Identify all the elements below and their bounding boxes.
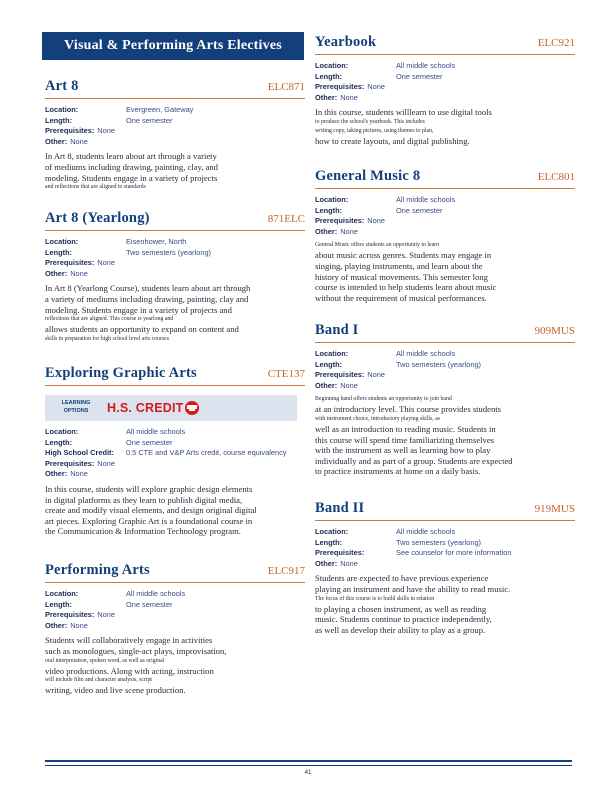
learning-options-banner — [45, 395, 297, 421]
course-title: Exploring Graphic Arts — [45, 365, 197, 381]
course-title: Art 8 (Yearlong) — [45, 210, 150, 226]
course-description: General Music offers students an opportunity to learn about music across genres. Students may engage in singing, playing instruments, and learn about the history of musical movements. This semester long course is intended to help students learn about music without the requirement of musical performances. — [315, 242, 497, 303]
course-code: CTE137 — [267, 368, 305, 380]
course-description: Students will collaboratively engage in activities such as monologues, single-act plays, improvisation, oral interpretation, spoken word, as well as original video productions. Along with acting, instruction will include film and character analysis, script writing, video and live scene production. — [45, 635, 227, 696]
course-meta: Location: All middle schools Length: One semester Prerequisites: None Other: None — [315, 195, 456, 236]
course-exploring-graphic-arts — [45, 365, 305, 537]
course-art-8-yearlong — [45, 210, 305, 344]
course-meta: Location: All middle schools Length: One semester High School Credit: 0.5 CTE and V&P Arts credit, course equivalency Prerequisites: None Other: None — [45, 427, 287, 479]
course-title: Band I — [315, 322, 359, 338]
course-meta: Location: Evergreen, Gateway Length: One semester Prerequisites: None Other: None — [45, 105, 194, 146]
course-band-2 — [315, 500, 575, 635]
course-band-1 — [315, 322, 575, 477]
course-title: Yearbook — [315, 34, 377, 50]
course-yearbook — [315, 34, 575, 147]
course-code: 871ELC — [267, 213, 305, 225]
graduation-cap-icon — [185, 401, 199, 415]
course-meta: Location: All middle schools Length: Two semesters (yearlong) Prerequisites: See counselor for more information Other: None — [315, 527, 512, 568]
course-description: In Art 8 (Yearlong Course), students learn about art through a variety of mediums including drawing, painting, clay and modeling. Students engage in a variety of projects and reflections that are aligned. This course is yearlong and allows students an opportunity to expand on content and skills in preparation for high school level arts courses — [45, 283, 251, 342]
page-number: 41 — [304, 770, 312, 776]
course-description: Students are expected to have previous experience playing an instrument and have the ability to read music. The focus of this course is to build skills in relation to playing a chosen instrument, as well as reading music. Students continue to practice independently, as well as develop their ability to play as a group. — [315, 573, 511, 635]
course-meta: Location: All middle schools Length: One semester Prerequisites: None Other: None — [315, 61, 456, 102]
course-code: ELC801 — [537, 171, 575, 183]
course-art-8 — [45, 78, 305, 192]
course-title: Band II — [315, 500, 365, 516]
left-column — [45, 32, 305, 696]
course-code: 919MUS — [534, 503, 575, 515]
learning-options-label: LEARNING OPTIONS — [61, 400, 91, 414]
footer-rule — [45, 760, 572, 766]
course-code: ELC921 — [537, 37, 575, 49]
course-meta: Location: Eisenhower, North Length: Two semesters (yearlong) Prerequisites: None Other: None — [45, 237, 212, 278]
course-meta: Location: All middle schools Length: One semester Prerequisites: None Other: None — [45, 589, 186, 630]
course-code: 909MUS — [534, 325, 575, 337]
course-description: In this course, students willlearn to use digital tools to produce the school's yearbook. This includes writing copy, taking pictures, using themes to plan, how to create layouts, and digital publishing. — [315, 107, 492, 146]
course-general-music-8 — [315, 168, 575, 303]
course-title: Art 8 — [45, 78, 79, 94]
hs-credit-badge: H.S. CREDIT — [107, 401, 184, 415]
course-description: Beginning band offers students an opportunity to join band at an introductory level. This course provides students with instrument choice, introductory playing skills, as well as an introduction to reading music. Students in this course will spend time familiarizing themselves with the instrument as well as learning how to play individually and as part of a group. Students are expected to practice instruments at home on a daily basis. — [315, 396, 513, 477]
course-code: ELC871 — [267, 81, 305, 93]
course-performing-arts — [45, 562, 305, 696]
course-description: In this course, students will explore graphic design elements in digital platforms as they learn to publish digital media, create and modify visual elements, and design original digital art pieces. Exploring Graphic Art is a foundational course in the Communication & Information Technology program. — [45, 483, 257, 537]
course-description: In Art 8, students learn about art through a variety of mediums including drawing, painting, clay, and modeling. Students engage in a variety of projects and reflections that are aligned to standards — [45, 151, 218, 191]
course-title: General Music 8 — [315, 168, 421, 184]
course-title: Performing Arts — [45, 562, 150, 578]
course-meta: Location: All middle schools Length: Two semesters (yearlong) Prerequisites: None Other: None — [315, 349, 482, 390]
course-code: ELC917 — [267, 565, 305, 577]
section-header: Visual & Performing Arts Electives — [42, 32, 304, 60]
